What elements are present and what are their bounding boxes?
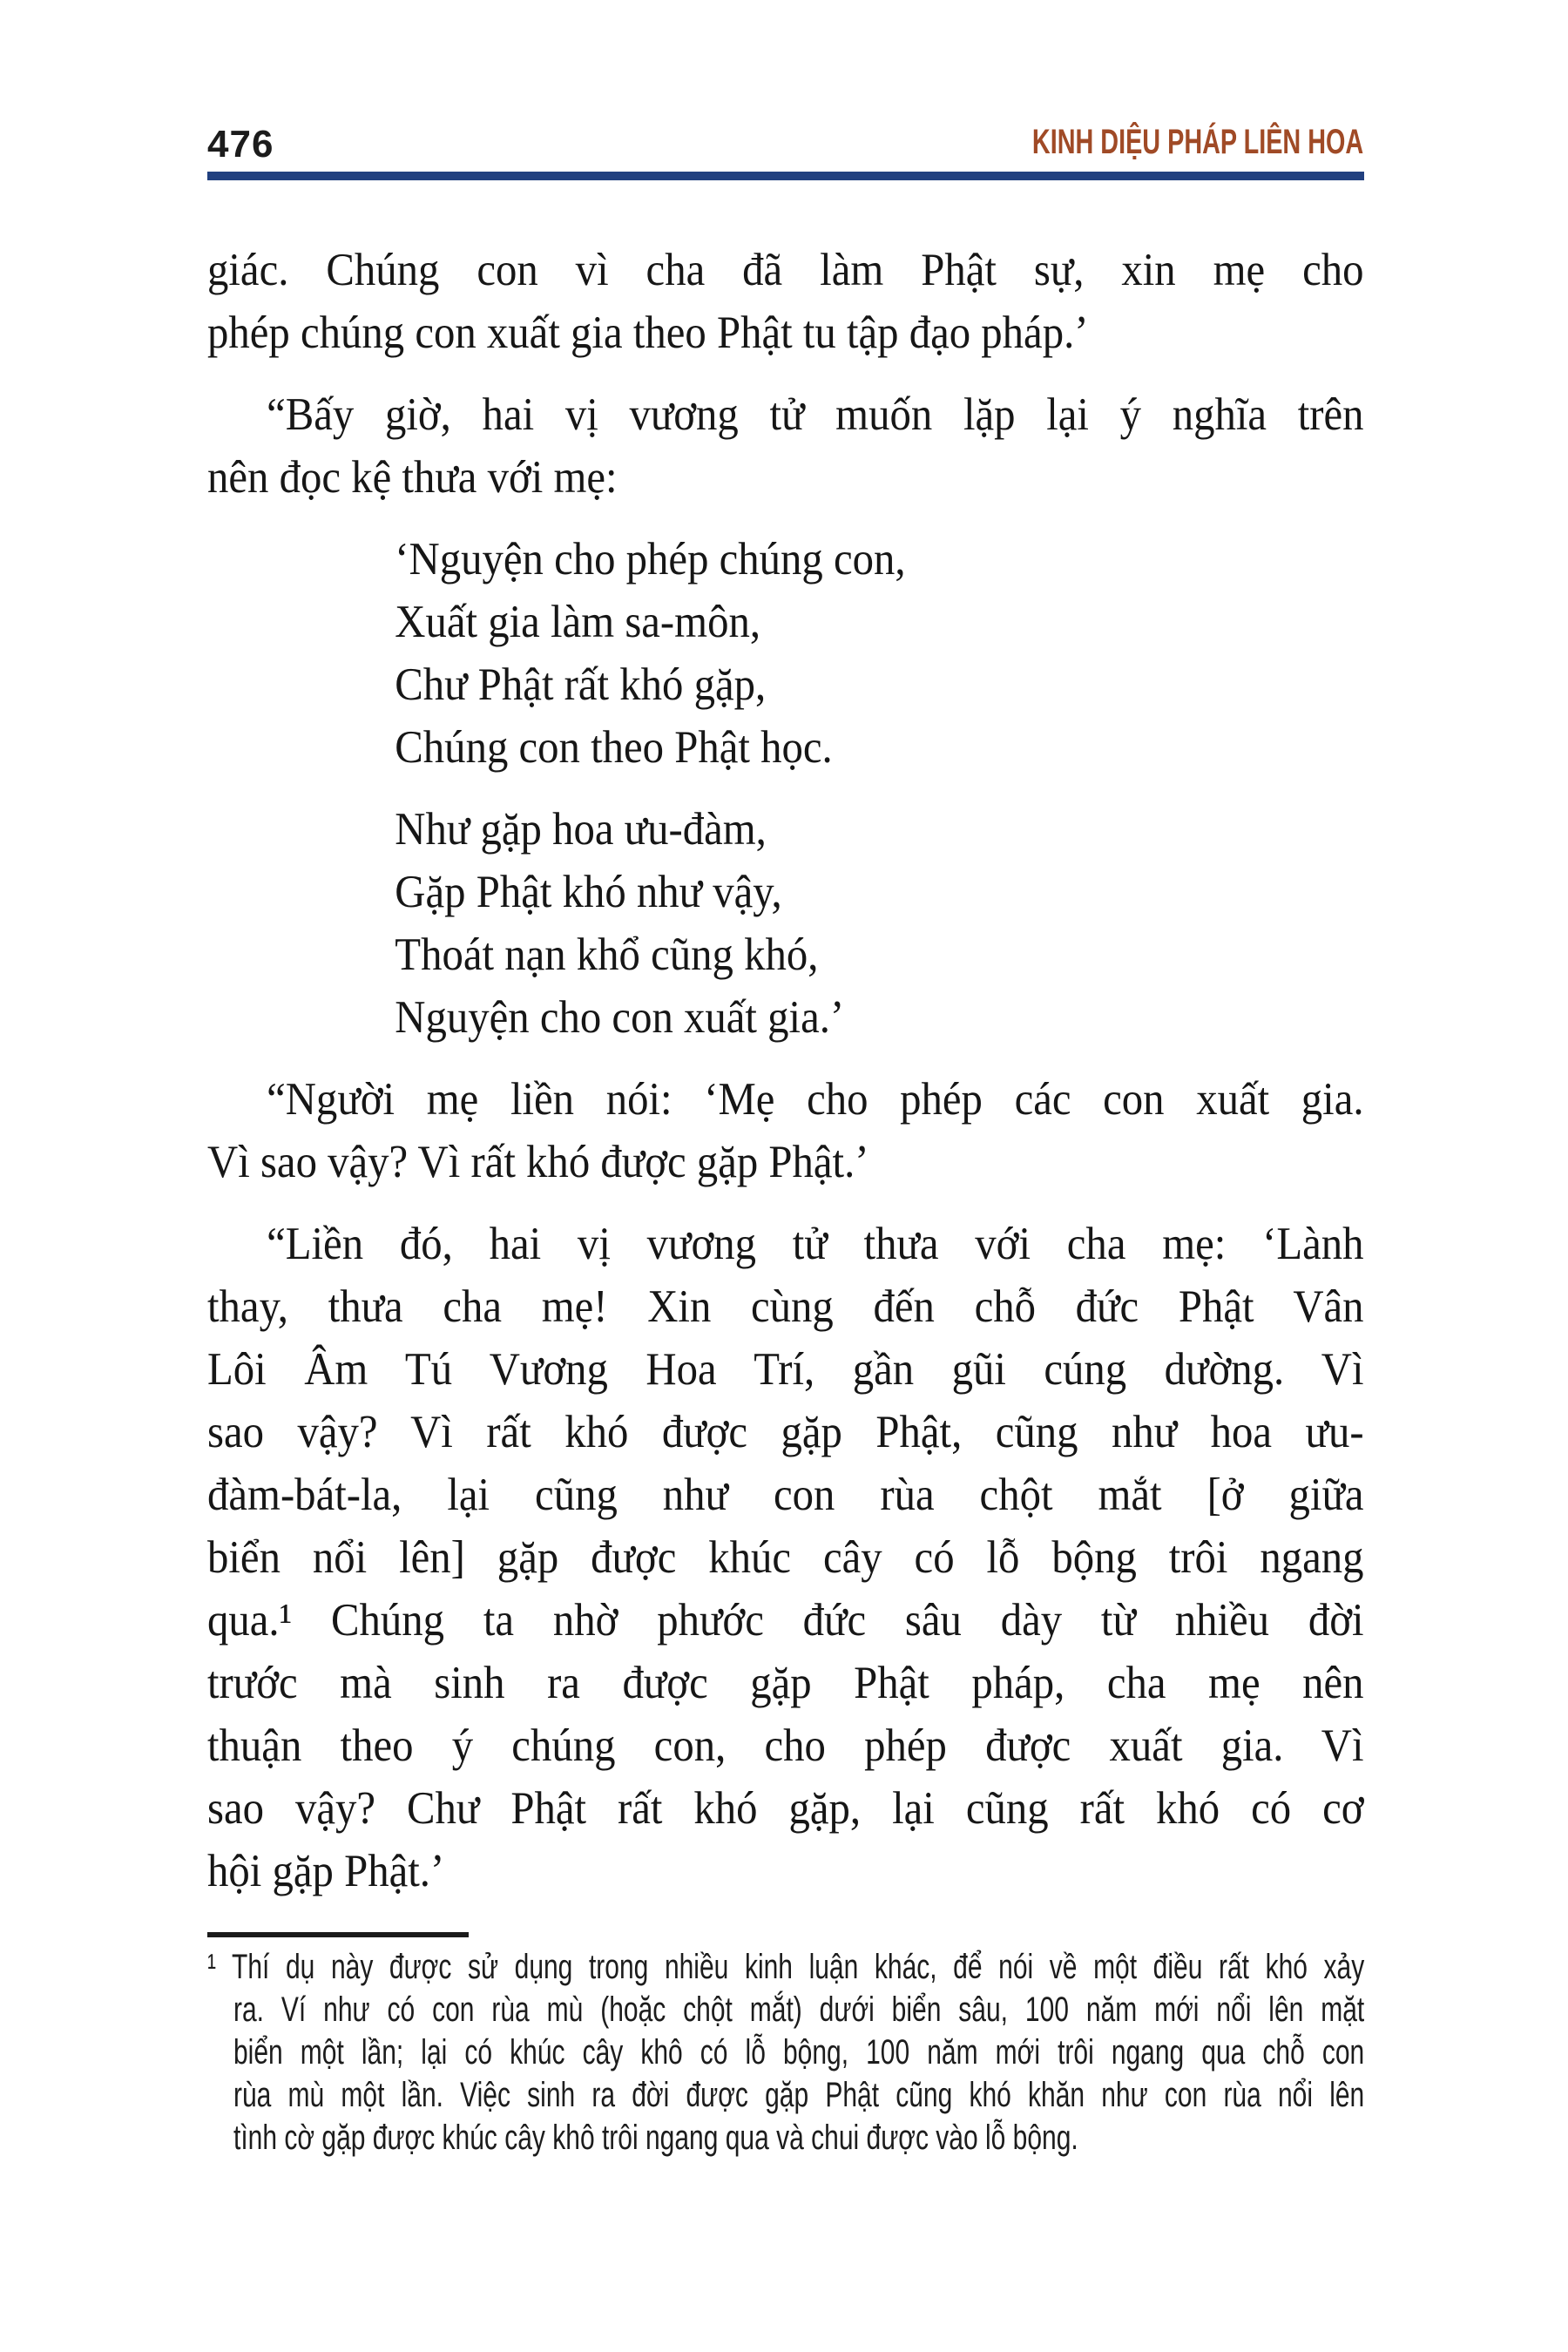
paragraph-block xyxy=(207,1068,1364,1193)
paragraph-block xyxy=(207,383,1364,509)
footnote-line: biển một lần; lại có khúc cây khô có lỗ bộng, 100 năm mới trôi ngang qua chỗ con xyxy=(233,2033,1365,2072)
text-line: Lôi Âm Tú Vương Hoa Trí, gần gũi cúng dường. Vì xyxy=(207,1344,1364,1395)
text-line: Chúng con theo Phật học. xyxy=(395,722,833,773)
text-line: “Người mẹ liền nói: ‘Mẹ cho phép các con xuất gia. xyxy=(267,1074,1364,1125)
paragraph-block xyxy=(207,1213,1364,1903)
text-line: “Liền đó, hai vị vương tử thưa với cha mẹ: ‘Lành xyxy=(267,1219,1364,1269)
text-line: Như gặp hoa ưu-đàm, xyxy=(395,804,767,855)
text-line: ‘Nguyện cho phép chúng con, xyxy=(395,534,906,585)
text-line: trước mà sinh ra được gặp Phật pháp, cha mẹ nên xyxy=(207,1658,1364,1708)
running-title: KINH DIỆU PHÁP LIÊN HOA xyxy=(1031,123,1363,161)
text-line: Nguyện cho con xuất gia.’ xyxy=(395,992,845,1043)
text-line: Chư Phật rất khó gặp, xyxy=(395,659,767,710)
text-line: hội gặp Phật.’ xyxy=(207,1846,445,1896)
text-line: đàm-bát-la, lại cũng như con rùa chột mắt [ở giữa xyxy=(207,1470,1364,1520)
text-line: phép chúng con xuất gia theo Phật tu tập đạo pháp.’ xyxy=(207,308,1089,358)
text-line: “Bấy giờ, hai vị vương tử muốn lặp lại ý nghĩa trên xyxy=(267,389,1364,440)
paragraph-block xyxy=(207,239,1364,364)
verse-block xyxy=(395,528,1363,779)
footnote-line: ra. Ví như có con rùa mù (hoặc chột mắt) dưới biển sâu, 100 năm mới nổi lên mặt xyxy=(233,1990,1365,2029)
footnote-separator xyxy=(207,1932,469,1937)
footnote-line: tình cờ gặp được khúc cây khô trôi ngang qua và chui được vào lỗ bộng. xyxy=(233,2119,1078,2157)
text-line: qua.¹ Chúng ta nhờ phước đức sâu dày từ nhiều đời xyxy=(207,1595,1364,1646)
text-line: sao vậy? Vì rất khó được gặp Phật, cũng như hoa ưu- xyxy=(207,1407,1364,1457)
text-line: thuận theo ý chúng con, cho phép được xuất gia. Vì xyxy=(207,1720,1364,1771)
verse-block xyxy=(395,798,1363,1049)
footnote-text xyxy=(207,1946,1364,2159)
text-line: thay, thưa cha mẹ! Xin cùng đến chỗ đức Phật Vân xyxy=(207,1281,1364,1332)
body-content xyxy=(207,239,1364,1903)
text-line: biển nổi lên] gặp được khúc cây có lỗ bộng trôi ngang xyxy=(207,1532,1364,1583)
footnote-line: ¹ Thí dụ này được sử dụng trong nhiều kinh luận khác, để nói về một điều rất khó xảy xyxy=(207,1948,1365,1986)
page-number: 476 xyxy=(207,123,274,166)
text-line: nên đọc kệ thưa với mẹ: xyxy=(207,452,618,503)
text-line: Gặp Phật khó như vậy, xyxy=(395,867,782,917)
header-rule-divider xyxy=(207,172,1364,180)
text-line: Xuất gia làm sa-môn, xyxy=(395,597,761,647)
text-line: giác. Chúng con vì cha đã làm Phật sự, xin mẹ cho xyxy=(207,245,1364,295)
text-line: sao vậy? Chư Phật rất khó gặp, lại cũng rất khó có cơ xyxy=(207,1783,1364,1834)
text-line: Vì sao vậy? Vì rất khó được gặp Phật.’ xyxy=(207,1137,869,1187)
text-line: Thoát nạn khổ cũng khó, xyxy=(395,929,819,980)
footnote-line: rùa mù một lần. Việc sinh ra đời được gặp Phật cũng khó khăn như con rùa nổi lên xyxy=(233,2076,1365,2114)
